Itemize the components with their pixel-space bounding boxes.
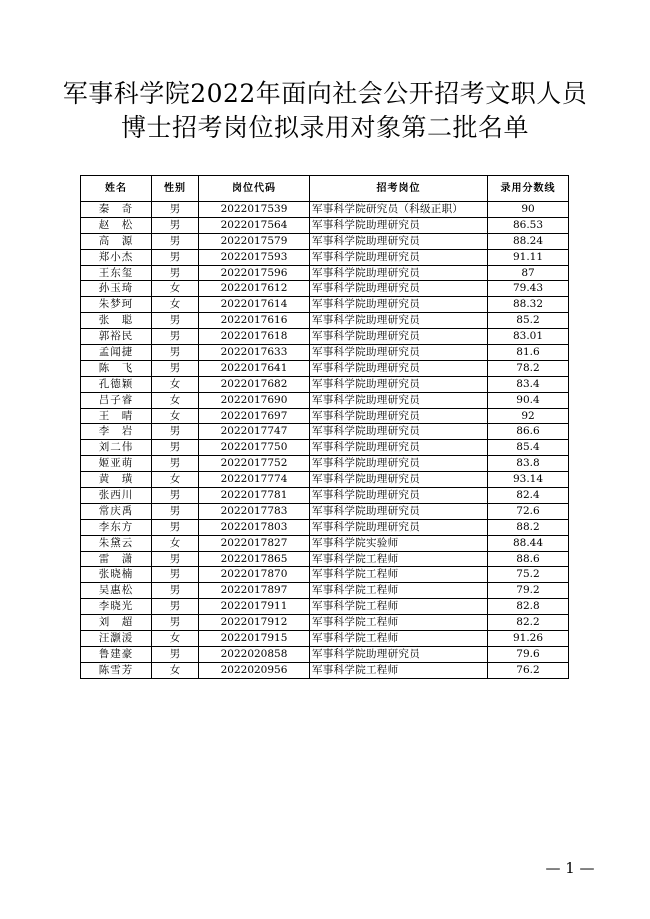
table-row	[81, 456, 569, 472]
cell-post-code: 2022017803	[199, 519, 310, 535]
table-header-row	[81, 176, 569, 202]
cell-name: 王东玺	[81, 265, 152, 281]
cell-post: 军事科学院助理研究员	[310, 488, 488, 504]
table-row	[81, 281, 569, 297]
cell-post: 军事科学院助理研究员	[310, 345, 488, 361]
cell-post: 军事科学院助理研究员	[310, 360, 488, 376]
cell-name: 吴惠松	[81, 583, 152, 599]
table-row	[81, 631, 569, 647]
cell-gender: 男	[152, 313, 199, 329]
cell-gender: 男	[152, 599, 199, 615]
cell-post-code: 2022017774	[199, 472, 310, 488]
cell-name: 陈雪芳	[81, 662, 152, 678]
cell-post: 军事科学院实验师	[310, 535, 488, 551]
cell-score: 87	[488, 265, 569, 281]
cell-gender: 男	[152, 551, 199, 567]
cell-gender: 男	[152, 345, 199, 361]
cell-post-code: 2022017596	[199, 265, 310, 281]
cell-name: 李东方	[81, 519, 152, 535]
cell-score: 91.26	[488, 631, 569, 647]
cell-gender: 女	[152, 631, 199, 647]
cell-post-code: 2022017593	[199, 249, 310, 265]
cell-post: 军事科学院助理研究员	[310, 392, 488, 408]
cell-gender: 男	[152, 440, 199, 456]
table-row	[81, 392, 569, 408]
cell-post-code: 2022020858	[199, 646, 310, 662]
cell-gender: 男	[152, 265, 199, 281]
table-row	[81, 662, 569, 678]
cell-name: 孟闻捷	[81, 345, 152, 361]
table-row	[81, 472, 569, 488]
cell-post-code: 2022017616	[199, 313, 310, 329]
table-row	[81, 519, 569, 535]
cell-gender: 女	[152, 376, 199, 392]
header-gender: 性别	[152, 176, 199, 202]
cell-score: 88.32	[488, 297, 569, 313]
table-row	[81, 376, 569, 392]
cell-post-code: 2022017682	[199, 376, 310, 392]
cell-post-code: 2022017781	[199, 488, 310, 504]
cell-score: 83.8	[488, 456, 569, 472]
cell-score: 76.2	[488, 662, 569, 678]
cell-post-code: 2022017564	[199, 217, 310, 233]
cell-post: 军事科学院助理研究员	[310, 408, 488, 424]
cell-name: 黄 璜	[81, 472, 152, 488]
cell-gender: 男	[152, 456, 199, 472]
cell-score: 72.6	[488, 503, 569, 519]
cell-score: 82.4	[488, 488, 569, 504]
table-row	[81, 551, 569, 567]
cell-gender: 女	[152, 662, 199, 678]
cell-name: 张 聪	[81, 313, 152, 329]
cell-post: 军事科学院助理研究员	[310, 440, 488, 456]
table-row	[81, 535, 569, 551]
cell-post: 军事科学院助理研究员	[310, 472, 488, 488]
cell-post-code: 2022017870	[199, 567, 310, 583]
cell-post: 军事科学院工程师	[310, 662, 488, 678]
cell-gender: 男	[152, 233, 199, 249]
cell-post: 军事科学院助理研究员	[310, 217, 488, 233]
cell-name: 常庆禹	[81, 503, 152, 519]
table-row	[81, 488, 569, 504]
table-row	[81, 503, 569, 519]
cell-gender: 男	[152, 615, 199, 631]
cell-score: 82.8	[488, 599, 569, 615]
cell-post-code: 2022017690	[199, 392, 310, 408]
header-name: 姓名	[81, 176, 152, 202]
cell-score: 88.6	[488, 551, 569, 567]
table-row	[81, 567, 569, 583]
cell-post-code: 2022017618	[199, 329, 310, 345]
cell-post: 军事科学院助理研究员	[310, 646, 488, 662]
cell-post-code: 2022017747	[199, 424, 310, 440]
cell-name: 朱梦珂	[81, 297, 152, 313]
cell-name: 孔德颖	[81, 376, 152, 392]
table-row	[81, 313, 569, 329]
cell-name: 刘二伟	[81, 440, 152, 456]
document-title-line-1: 军事科学院2022年面向社会公开招考文职人员	[62, 79, 588, 108]
cell-post-code: 2022017641	[199, 360, 310, 376]
cell-post: 军事科学院工程师	[310, 615, 488, 631]
cell-score: 91.11	[488, 249, 569, 265]
cell-name: 秦 奇	[81, 202, 152, 218]
table-row	[81, 424, 569, 440]
cell-post-code: 2022017897	[199, 583, 310, 599]
cell-score: 75.2	[488, 567, 569, 583]
table-row	[81, 599, 569, 615]
cell-gender: 男	[152, 583, 199, 599]
cell-gender: 男	[152, 503, 199, 519]
cell-post-code: 2022017579	[199, 233, 310, 249]
cell-name: 李 岩	[81, 424, 152, 440]
cell-score: 93.14	[488, 472, 569, 488]
cell-gender: 男	[152, 424, 199, 440]
candidate-table	[80, 175, 569, 679]
table-row	[81, 345, 569, 361]
cell-post: 军事科学院助理研究员	[310, 281, 488, 297]
cell-name: 赵 松	[81, 217, 152, 233]
cell-score: 81.6	[488, 345, 569, 361]
cell-gender: 男	[152, 329, 199, 345]
cell-gender: 男	[152, 217, 199, 233]
cell-score: 82.2	[488, 615, 569, 631]
cell-score: 79.6	[488, 646, 569, 662]
cell-post-code: 2022017539	[199, 202, 310, 218]
cell-post: 军事科学院研究员（科级正职）	[310, 202, 488, 218]
table-row	[81, 408, 569, 424]
table-row	[81, 233, 569, 249]
table-row	[81, 583, 569, 599]
cell-post: 军事科学院工程师	[310, 567, 488, 583]
cell-score: 90	[488, 202, 569, 218]
cell-name: 张西川	[81, 488, 152, 504]
cell-post-code: 2022017783	[199, 503, 310, 519]
cell-score: 88.44	[488, 535, 569, 551]
cell-post-code: 2022017633	[199, 345, 310, 361]
document-title-line-2: 博士招考岗位拟录用对象第二批名单	[120, 113, 529, 142]
cell-name: 张晓楠	[81, 567, 152, 583]
cell-post: 军事科学院工程师	[310, 599, 488, 615]
cell-post-code: 2022017915	[199, 631, 310, 647]
cell-post: 军事科学院助理研究员	[310, 424, 488, 440]
cell-gender: 女	[152, 281, 199, 297]
cell-score: 86.6	[488, 424, 569, 440]
cell-post-code: 2022017697	[199, 408, 310, 424]
cell-post: 军事科学院助理研究员	[310, 249, 488, 265]
cell-name: 高 源	[81, 233, 152, 249]
cell-gender: 女	[152, 392, 199, 408]
header-post-code: 岗位代码	[199, 176, 310, 202]
cell-name: 姬亚萌	[81, 456, 152, 472]
table-row	[81, 440, 569, 456]
cell-gender: 女	[152, 408, 199, 424]
table-row	[81, 249, 569, 265]
cell-gender: 女	[152, 297, 199, 313]
cell-post: 军事科学院工程师	[310, 551, 488, 567]
cell-post-code: 2022020956	[199, 662, 310, 678]
table-row	[81, 202, 569, 218]
page-number: — 1 —	[545, 859, 595, 877]
cell-post-code: 2022017752	[199, 456, 310, 472]
cell-name: 王 晴	[81, 408, 152, 424]
cell-score: 78.2	[488, 360, 569, 376]
table-row	[81, 360, 569, 376]
cell-post: 军事科学院助理研究员	[310, 503, 488, 519]
cell-name: 雷 潇	[81, 551, 152, 567]
cell-name: 朱黛云	[81, 535, 152, 551]
cell-name: 孙玉琦	[81, 281, 152, 297]
cell-gender: 女	[152, 535, 199, 551]
cell-gender: 女	[152, 472, 199, 488]
cell-post-code: 2022017911	[199, 599, 310, 615]
cell-post-code: 2022017614	[199, 297, 310, 313]
cell-post: 军事科学院助理研究员	[310, 233, 488, 249]
cell-score: 83.4	[488, 376, 569, 392]
cell-name: 吕子睿	[81, 392, 152, 408]
cell-post: 军事科学院助理研究员	[310, 456, 488, 472]
cell-score: 79.43	[488, 281, 569, 297]
table-row	[81, 217, 569, 233]
cell-gender: 男	[152, 488, 199, 504]
cell-score: 85.2	[488, 313, 569, 329]
cell-post-code: 2022017612	[199, 281, 310, 297]
cell-post-code: 2022017750	[199, 440, 310, 456]
cell-gender: 男	[152, 567, 199, 583]
cell-score: 85.4	[488, 440, 569, 456]
cell-name: 李晓光	[81, 599, 152, 615]
cell-post: 军事科学院助理研究员	[310, 329, 488, 345]
table-row	[81, 297, 569, 313]
table-row	[81, 646, 569, 662]
cell-score: 79.2	[488, 583, 569, 599]
cell-gender: 男	[152, 249, 199, 265]
cell-post: 军事科学院工程师	[310, 631, 488, 647]
cell-score: 92	[488, 408, 569, 424]
table-row	[81, 615, 569, 631]
cell-name: 鲁建豪	[81, 646, 152, 662]
cell-name: 陈 飞	[81, 360, 152, 376]
cell-post: 军事科学院助理研究员	[310, 313, 488, 329]
cell-gender: 男	[152, 360, 199, 376]
cell-post: 军事科学院助理研究员	[310, 519, 488, 535]
cell-score: 83.01	[488, 329, 569, 345]
cell-name: 汪灏湲	[81, 631, 152, 647]
table-row	[81, 265, 569, 281]
cell-gender: 男	[152, 519, 199, 535]
cell-gender: 男	[152, 202, 199, 218]
cell-name: 刘 超	[81, 615, 152, 631]
header-post: 招考岗位	[310, 176, 488, 202]
cell-name: 郑小杰	[81, 249, 152, 265]
cell-post: 军事科学院助理研究员	[310, 297, 488, 313]
table-row	[81, 329, 569, 345]
cell-score: 88.24	[488, 233, 569, 249]
cell-score: 88.2	[488, 519, 569, 535]
cell-post: 军事科学院工程师	[310, 583, 488, 599]
cell-post: 军事科学院助理研究员	[310, 265, 488, 281]
cell-post-code: 2022017912	[199, 615, 310, 631]
header-score: 录用分数线	[488, 176, 569, 202]
cell-score: 90.4	[488, 392, 569, 408]
cell-post-code: 2022017865	[199, 551, 310, 567]
cell-name: 郭裕民	[81, 329, 152, 345]
cell-post-code: 2022017827	[199, 535, 310, 551]
cell-post: 军事科学院助理研究员	[310, 376, 488, 392]
cell-gender: 男	[152, 646, 199, 662]
cell-score: 86.53	[488, 217, 569, 233]
